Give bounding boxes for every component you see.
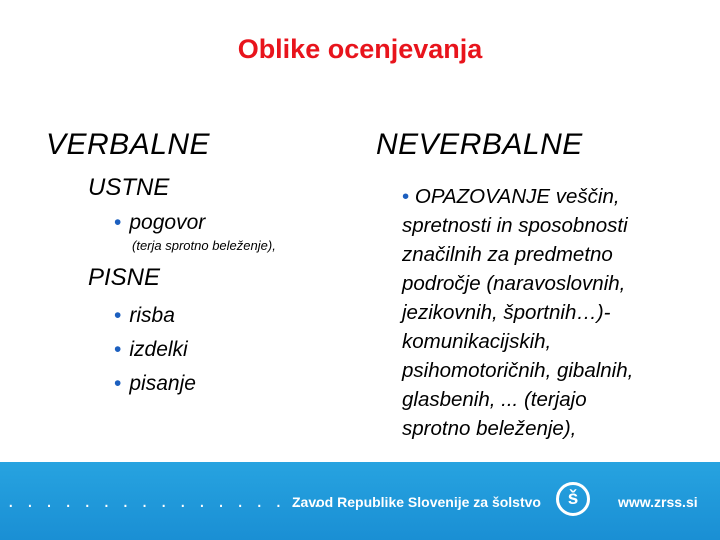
- written-item-pisanje: [114, 372, 196, 396]
- oral-label: USTNE: [88, 174, 170, 201]
- description-line: področje (naravoslovnih,: [402, 272, 626, 295]
- description-line: jezikovnih, športnih…)-: [402, 301, 611, 324]
- verbal-heading: VERBALNE: [46, 128, 211, 161]
- organization-name: Zavod Republike Slovenije za šolstvo: [292, 494, 541, 510]
- oral-note: (terja sprotno beleženje),: [132, 238, 276, 253]
- description-line: komunikacijskih,: [402, 330, 552, 353]
- description-line: spretnosti in sposobnosti: [402, 214, 628, 237]
- written-item-label: risba: [129, 304, 175, 327]
- bullet-icon: •: [114, 338, 122, 361]
- written-item-izdelki: [114, 338, 188, 362]
- description-line: sprotno beleženje),: [402, 417, 577, 440]
- written-item-risba: [114, 304, 175, 328]
- written-item-label: izdelki: [129, 338, 188, 361]
- oral-item-label: pogovor: [129, 211, 206, 234]
- description-line: psihomotoričnih, gibalnih,: [402, 359, 634, 382]
- written-label: PISNE: [88, 264, 161, 291]
- nonverbal-description: [402, 182, 702, 443]
- bullet-icon: •: [114, 372, 122, 395]
- bullet-icon: •: [402, 185, 415, 208]
- oral-item-pogovor: [114, 211, 205, 235]
- nonverbal-heading: NEVERBALNE: [376, 128, 583, 161]
- description-line: [402, 182, 702, 211]
- written-item-label: pisanje: [129, 372, 196, 395]
- bullet-icon: •: [114, 211, 122, 234]
- description-line: glasbenih, ... (terjajo: [402, 388, 587, 411]
- zrss-logo-icon: š: [556, 482, 590, 516]
- slide-title: Oblike ocenjevanja: [237, 34, 483, 64]
- description-line: značilnih za predmetno: [402, 243, 613, 266]
- footer-banner: [0, 462, 720, 540]
- description-line-text: OPAZOVANJE veščin,: [414, 185, 620, 208]
- website-link[interactable]: www.zrss.si: [618, 494, 698, 510]
- footer-dots: . . . . . . . . . . . . . . . . .: [8, 490, 324, 512]
- bullet-icon: •: [114, 304, 122, 327]
